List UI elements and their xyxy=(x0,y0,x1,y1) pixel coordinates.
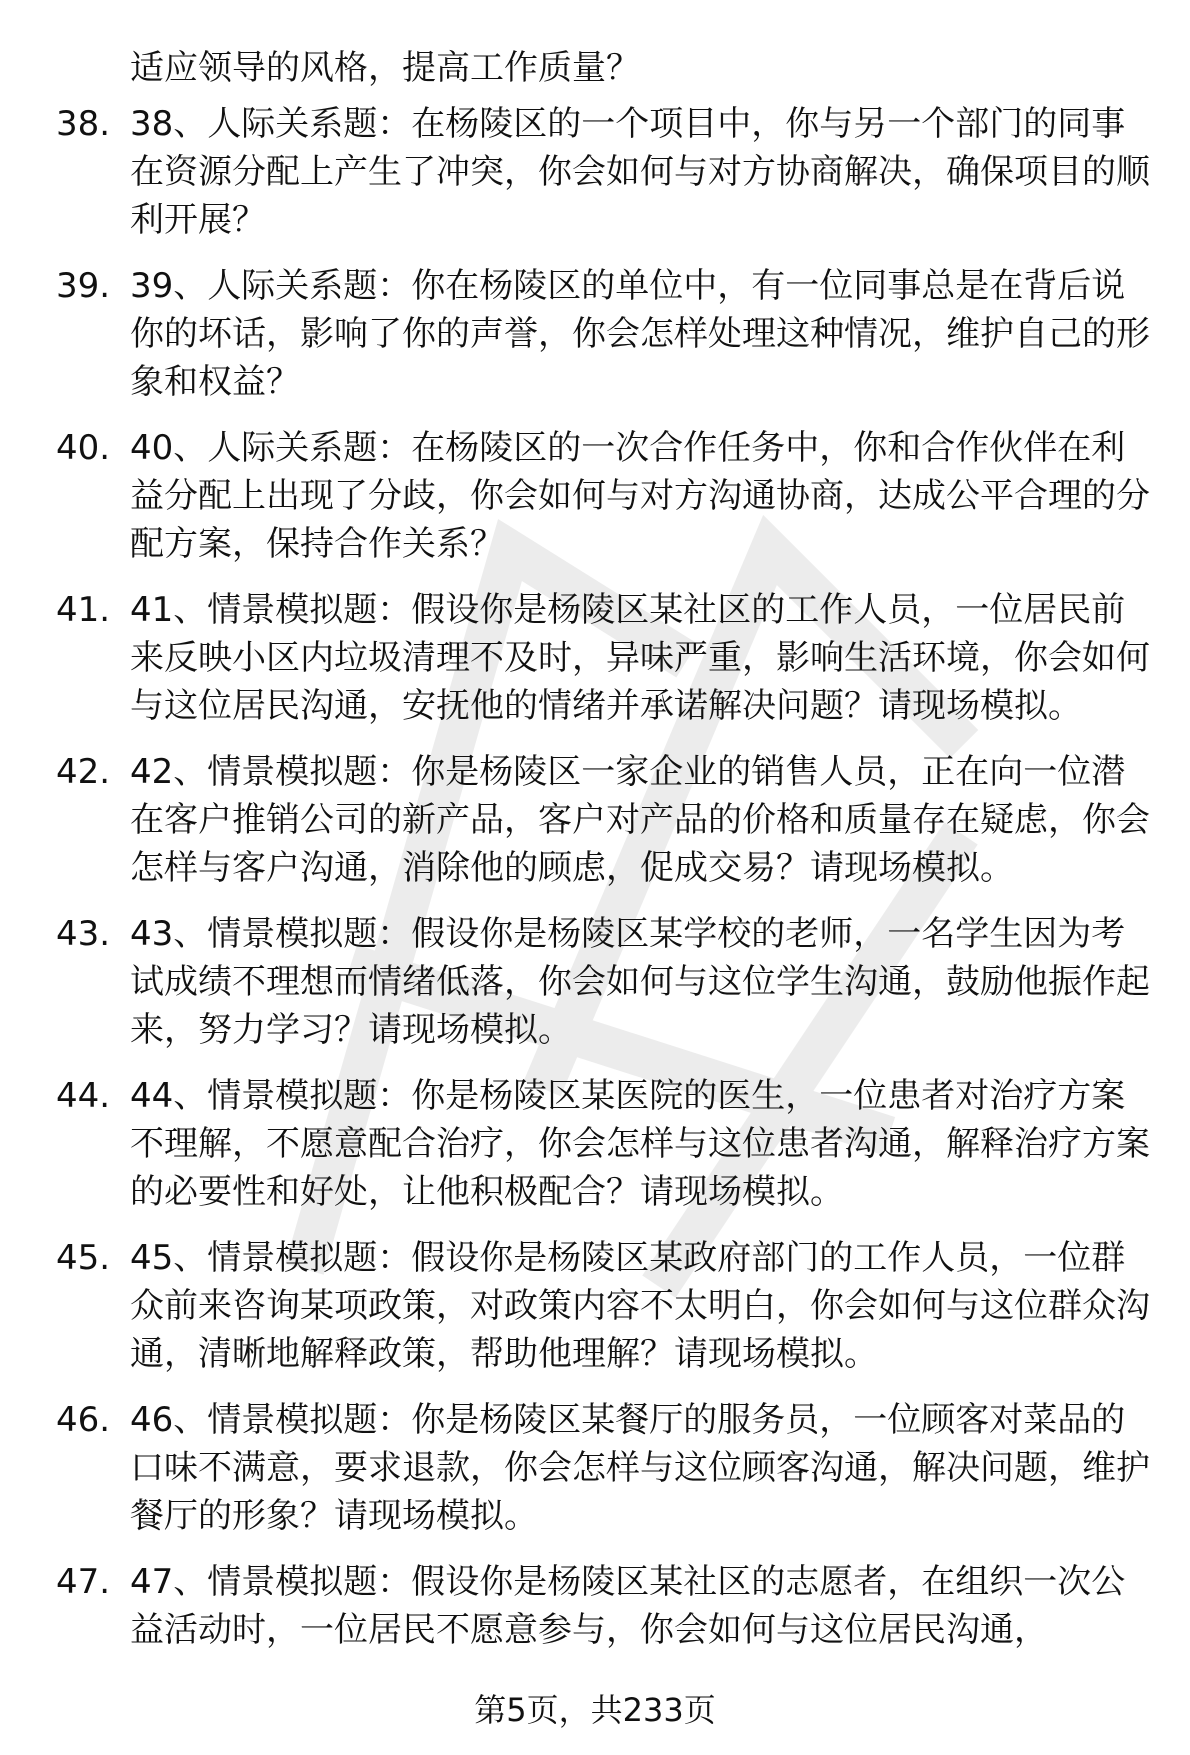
question-number: 43. xyxy=(56,914,111,954)
question-list xyxy=(56,100,1156,1672)
question-text: 42、情景模拟题：你是杨陵区一家企业的销售人员，正在向一位潜在客户推销公司的新产品，客户对产品的价格和质量存在疑虑，你会怎样与客户沟通，消除他的顾虑，促成交易？请现场模拟。 xyxy=(130,752,1150,888)
page-footer: 第5页，共233页 xyxy=(474,1691,716,1729)
list-item xyxy=(56,262,1156,406)
question-text: 44、情景模拟题：你是杨陵区某医院的医生，一位患者对治疗方案不理解，不愿意配合治疗，你会怎样与这位患者沟通，解释治疗方案的必要性和好处，让他积极配合？请现场模拟。 xyxy=(130,1076,1150,1212)
continuation-text: 适应领导的风格，提高工作质量？ xyxy=(130,48,640,88)
list-item xyxy=(56,1558,1156,1654)
list-item xyxy=(56,100,1156,244)
question-number: 40. xyxy=(56,428,111,468)
question-text: 47、情景模拟题：假设你是杨陵区某社区的志愿者，在组织一次公益活动时，一位居民不愿意参与，你会如何与这位居民沟通， xyxy=(130,1562,1126,1650)
question-number: 38. xyxy=(56,104,111,144)
question-text: 41、情景模拟题：假设你是杨陵区某社区的工作人员，一位居民前来反映小区内垃圾清理不及时，异味严重，影响生活环境，你会如何与这位居民沟通，安抚他的情绪并承诺解决问题？请现场模拟。 xyxy=(130,590,1150,726)
question-text: 43、情景模拟题：假设你是杨陵区某学校的老师，一名学生因为考试成绩不理想而情绪低落，你会如何与这位学生沟通，鼓励他振作起来，努力学习？请现场模拟。 xyxy=(130,914,1150,1050)
question-number: 45. xyxy=(56,1238,111,1278)
question-text: 38、人际关系题：在杨陵区的一个项目中，你与另一个部门的同事在资源分配上产生了冲突，你会如何与对方协商解决，确保项目的顺利开展？ xyxy=(130,104,1150,240)
list-item xyxy=(56,910,1156,1054)
question-number: 39. xyxy=(56,266,111,306)
question-number: 47. xyxy=(56,1562,111,1602)
question-text: 39、人际关系题：你在杨陵区的单位中，有一位同事总是在背后说你的坏话，影响了你的声誉，你会怎样处理这种情况，维护自己的形象和权益？ xyxy=(130,266,1150,402)
question-number: 46. xyxy=(56,1400,111,1440)
question-number: 41. xyxy=(56,590,111,630)
question-number: 44. xyxy=(56,1076,111,1116)
question-text: 46、情景模拟题：你是杨陵区某餐厅的服务员，一位顾客对菜品的口味不满意，要求退款，你会怎样与这位顾客沟通，解决问题，维护餐厅的形象？请现场模拟。 xyxy=(130,1400,1150,1536)
list-item xyxy=(56,748,1156,892)
question-text: 45、情景模拟题：假设你是杨陵区某政府部门的工作人员，一位群众前来咨询某项政策，对政策内容不太明白，你会如何与这位群众沟通，清晰地解释政策，帮助他理解？请现场模拟。 xyxy=(130,1238,1150,1374)
list-item xyxy=(56,1396,1156,1540)
list-item xyxy=(56,424,1156,568)
question-text: 40、人际关系题：在杨陵区的一次合作任务中，你和合作伙伴在利益分配上出现了分歧，你会如何与对方沟通协商，达成公平合理的分配方案，保持合作关系？ xyxy=(130,428,1150,564)
list-item xyxy=(56,1072,1156,1216)
question-number: 42. xyxy=(56,752,111,792)
list-item xyxy=(56,1234,1156,1378)
list-item xyxy=(56,586,1156,730)
